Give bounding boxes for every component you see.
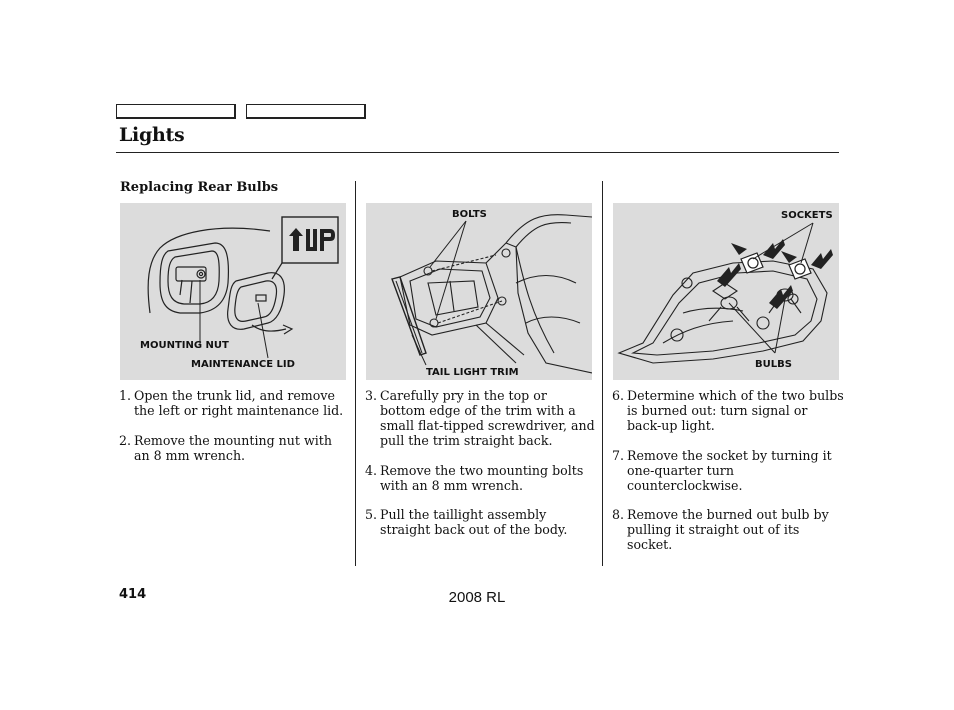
instructions-column-2 xyxy=(365,388,595,552)
step-8 xyxy=(612,507,844,552)
column-divider-1 xyxy=(355,181,356,566)
figure-maintenance-lid xyxy=(120,203,346,380)
title-divider xyxy=(116,152,839,153)
header-tab-box-1 xyxy=(116,104,236,119)
section-heading: Replacing Rear Bulbs xyxy=(120,180,279,195)
header-tab-box-2 xyxy=(246,104,366,119)
step-text: Open the trunk lid, and remove the left or right maintenance lid. xyxy=(134,388,344,418)
footer-model-year: 2008 RL xyxy=(448,589,506,606)
figure-sockets-bulbs xyxy=(613,203,839,380)
label-bolts: BOLTS xyxy=(452,209,487,220)
step-number: 5. xyxy=(365,507,378,522)
step-number: 2. xyxy=(119,432,132,448)
step-text: Determine which of the two bulbs is burned out: turn signal or back-up light. xyxy=(627,388,844,433)
step-text: Remove the two mounting bolts with an 8 mm wrench. xyxy=(380,462,584,493)
step-text: Remove the burned out bulb by pulling it straight out of its socket. xyxy=(627,507,829,552)
step-number: 8. xyxy=(612,507,625,522)
figure-tail-light xyxy=(366,203,592,380)
instructions-column-1 xyxy=(119,388,349,477)
page-number: 414 xyxy=(119,587,147,602)
tail-light-illustration xyxy=(366,203,592,380)
label-bulbs: BULBS xyxy=(755,359,792,370)
page-title: Lights xyxy=(119,124,185,146)
step-number: 3. xyxy=(365,388,378,403)
step-number: 6. xyxy=(612,388,625,403)
sockets-bulbs-illustration xyxy=(613,203,839,380)
step-7 xyxy=(612,448,844,493)
label-mounting-nut: MOUNTING NUT xyxy=(140,340,229,351)
step-5 xyxy=(365,507,595,537)
step-3 xyxy=(365,388,595,448)
step-2 xyxy=(119,433,349,463)
instructions-column-3 xyxy=(612,388,844,567)
step-1 xyxy=(119,388,349,418)
step-text: Carefully pry in the top or bottom edge of the trim with a small flat-tipped screwdriver, and pull the trim straight back. xyxy=(380,388,595,448)
column-divider-2 xyxy=(602,181,603,566)
step-text: Remove the mounting nut with an 8 mm wrench. xyxy=(134,432,332,463)
step-number: 7. xyxy=(612,447,625,463)
label-sockets: SOCKETS xyxy=(781,210,833,221)
step-text: Pull the taillight assembly straight back out of the body. xyxy=(380,507,568,537)
step-text: Remove the socket by turning it one-quarter turn counterclockwise. xyxy=(627,447,832,493)
maintenance-lid-illustration xyxy=(120,203,346,380)
step-number: 1. xyxy=(119,388,132,403)
label-maintenance-lid: MAINTENANCE LID xyxy=(191,359,295,370)
step-6 xyxy=(612,388,844,433)
step-4 xyxy=(365,463,595,493)
label-tail-light-trim: TAIL LIGHT TRIM xyxy=(426,367,519,378)
step-number: 4. xyxy=(365,462,378,478)
